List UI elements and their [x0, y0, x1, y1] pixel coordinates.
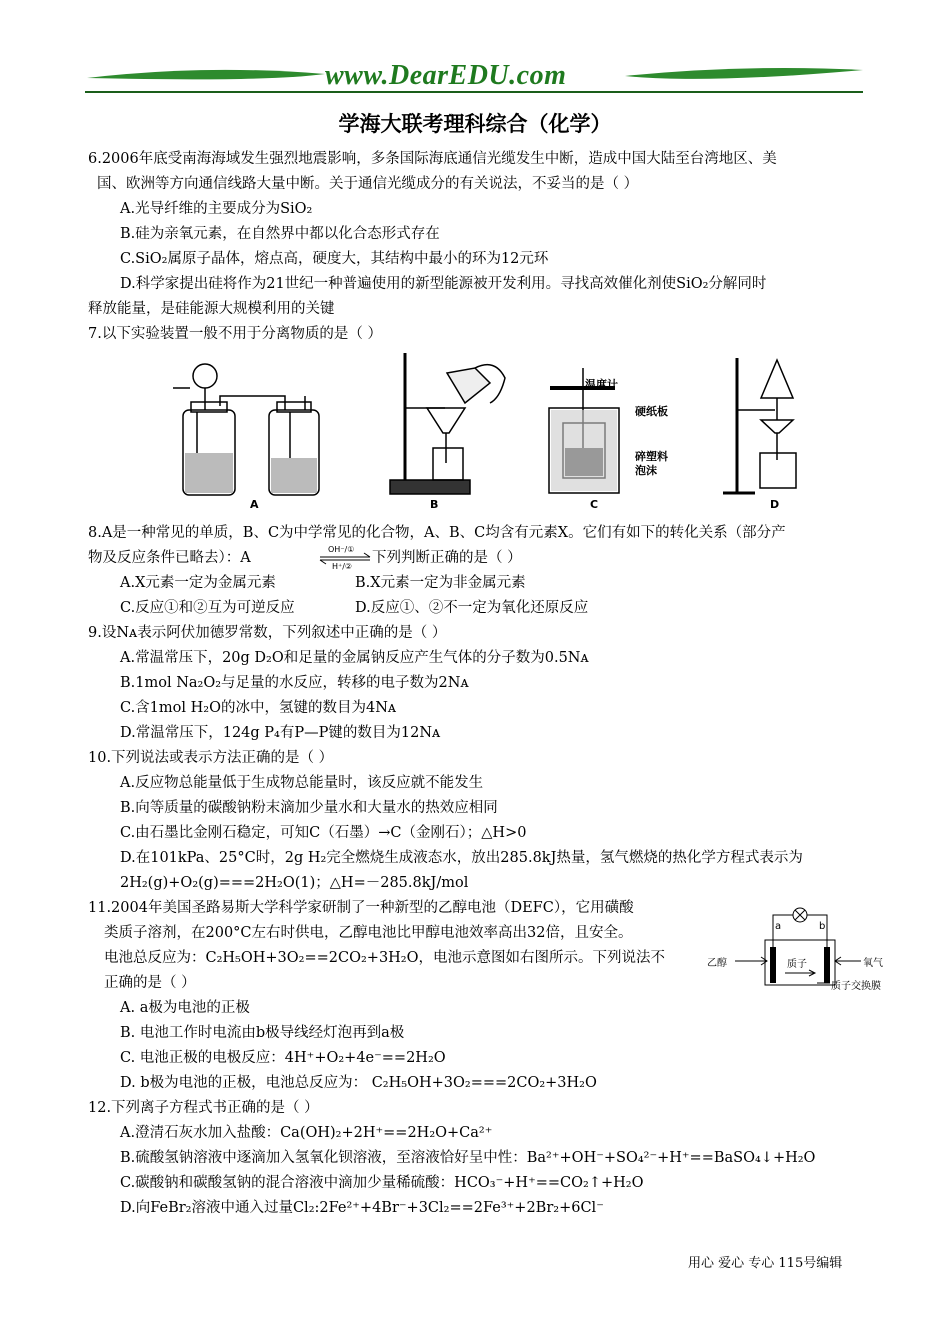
q11-fig-proton: 质子	[787, 959, 807, 970]
q8-reaction-arrow	[318, 544, 373, 572]
q9-stem: 9.设Nᴀ表示阿伏加德罗常数，下列叙述中正确的是（ ）	[88, 625, 447, 641]
q7-label-c: C	[590, 498, 599, 511]
q11-fig-b-label: b	[819, 921, 826, 932]
q7-figure	[165, 348, 805, 513]
q9-option-b: B.1mol Na₂O₂与足量的水反应，转移的电子数为2Nᴀ	[120, 675, 469, 691]
q11-fig-ethanol: 乙醇	[707, 958, 727, 969]
q6-option-b: B.硅为亲氧元素，在自然界中都以化合态形式存在	[120, 226, 440, 242]
q10-option-b: B.向等质量的碳酸钠粉末滴加少量水和大量水的热效应相同	[120, 800, 498, 816]
q7-c-thermometer: 温度计	[585, 378, 618, 391]
q12-option-d: D.向FeBr₂溶液中通入过量Cl₂:2Fe²⁺+4Br⁻+3Cl₂==2Fe³⁺+2Br₂+6Cl⁻	[120, 1200, 604, 1216]
q11-cell-diagram	[705, 905, 890, 995]
q6-option-d-line2: 释放能量，是硅能源大规模利用的关键	[88, 301, 335, 317]
q11-stem-line4: 正确的是（ ）	[104, 975, 196, 991]
q10-option-d-line1: D.在101kPa、25°C时，2g H₂完全燃烧生成液态水，放出285.8kJ热量，氢气燃烧的热化学方程式表示为	[120, 850, 803, 866]
apparatus-illustration	[165, 348, 805, 513]
q6-option-c: C.SiO₂属原子晶体，熔点高，硬度大，其结构中最小的环为12元环	[120, 251, 549, 267]
q7-c-foam2: 泡沫	[635, 464, 657, 477]
q10-option-c: C.由石墨比金刚石稳定，可知C（石墨）→C（金刚石）；△H>0	[120, 825, 527, 841]
q11-option-a: A. a极为电池的正极	[120, 1000, 250, 1016]
q11-option-b: B. 电池工作时电流由b极导线经灯泡再到a极	[120, 1025, 405, 1041]
q8-stem-line1: 8.A是一种常见的单质，B、C为中学常见的化合物，A、B、C均含有元素X。它们有如下的转化关系（部分产	[88, 525, 786, 541]
q11-fig-a-label: a	[775, 921, 782, 932]
q6-option-a: A.光导纤维的主要成分为SiO₂	[120, 201, 313, 217]
page-title: 学海大联考理科综合（化学）	[338, 112, 612, 136]
q11-stem-line3: 电池总反应为：C₂H₅OH+3O₂==2CO₂+3H₂O，电池示意图如右图所示。下列说法不	[104, 950, 666, 966]
q8-option-d: D.反应①、②不一定为氧化还原反应	[355, 600, 589, 616]
q11-option-c: C. 电池正极的电极反应：4H⁺+O₂+4e⁻==2H₂O	[120, 1050, 446, 1066]
apparatus-d	[723, 358, 796, 493]
q11-stem-line2: 类质子溶剂，在200°C左右时供电，乙醇电池比甲醇电池效率高出32倍，且安全。	[104, 925, 633, 941]
page-footer: 用心 爱心 专心 115号编辑	[688, 1256, 843, 1271]
q9-option-c: C.含1mol H₂O的冰中，氢键的数目为4Nᴀ	[120, 700, 397, 716]
q9-option-d: D.常温常压下，124g P₄有P—P键的数目为12Nᴀ	[120, 725, 441, 741]
q12-option-a: A.澄清石灰水加入盐酸：Ca(OH)₂+2H⁺==2H₂O+Ca²⁺	[120, 1125, 493, 1141]
q7-label-b: B	[430, 498, 439, 511]
q11-option-d: D. b极为电池的正极，电池总反应为： C₂H₅OH+3O₂===2CO₂+3H₂O	[120, 1075, 597, 1091]
q8-stem-line2b: 下列判断正确的是（ ）	[372, 550, 522, 566]
q6-stem-line1: 6.2006年底受南海海域发生强烈地震影响，多条国际海底通信光缆发生中断，造成中国大陆至台湾地区、美	[88, 151, 777, 167]
q12-option-b: B.硫酸氢钠溶液中逐滴加入氢氧化钡溶液，至溶液恰好呈中性：Ba²⁺+OH⁻+SO₄²⁻+H⁺==BaSO₄↓+H₂O	[120, 1150, 816, 1166]
q11-stem-line1: 11.2004年美国圣路易斯大学科学家研制了一种新型的乙醇电池（DEFC），它用磺酸	[88, 900, 634, 916]
q7-label-a: A	[250, 498, 259, 511]
header-banner	[85, 58, 865, 98]
q10-option-d-line2: 2H₂(g)+O₂(g)===2H₂O(1)；△H=－285.8kJ/mol	[120, 875, 469, 891]
q8-option-a: A.X元素一定为金属元素	[120, 575, 276, 591]
q12-option-c: C.碳酸钠和碳酸氢钠的混合溶液中滴加少量稀硫酸：HCO₃⁻+H⁺==CO₂↑+H₂O	[120, 1175, 644, 1191]
q8-arrow-bottom-label: H⁺/②	[332, 562, 353, 571]
apparatus-a	[173, 364, 319, 495]
q10-option-a: A.反应物总能量低于生成物总能量时，该反应就不能发生	[120, 775, 484, 791]
q11-fig-membrane: 质子交换膜	[831, 981, 881, 992]
site-logo: www.DearEDU.com	[325, 60, 567, 91]
q6-stem-line2: 国、欧洲等方向通信线路大量中断。关于通信光缆成分的有关说法，不妥当的是（ ）	[97, 176, 639, 192]
apparatus-b	[390, 353, 505, 494]
q10-stem: 10.下列说法或表示方法正确的是（ ）	[88, 750, 334, 766]
q6-option-d-line1: D.科学家提出硅将作为21世纪一种普遍使用的新型能源被开发利用。寻找高效催化剂使SiO₂分解同时	[120, 276, 767, 292]
q7-c-foam1: 碎塑料	[635, 450, 668, 463]
q11-fig-oxygen: 氧气	[863, 958, 883, 969]
q8-option-c: C.反应①和②互为可逆反应	[120, 600, 295, 616]
q7-label-d: D	[770, 498, 780, 511]
q8-stem-line2a: 物及反应条件已略去）：A	[88, 550, 251, 566]
q7-stem: 7.以下实验装置一般不用于分离物质的是（ ）	[88, 326, 382, 342]
q7-c-board: 硬纸板	[635, 405, 668, 418]
q8-arrow-top-label: OH⁻/①	[328, 545, 355, 554]
q9-option-a: A.常温常压下，20g D₂O和足量的金属钠反应产生气体的分子数为0.5Nᴀ	[120, 650, 589, 666]
q12-stem: 12.下列离子方程式书正确的是（ ）	[88, 1100, 319, 1116]
q8-option-b: B.X元素一定为非金属元素	[355, 575, 526, 591]
